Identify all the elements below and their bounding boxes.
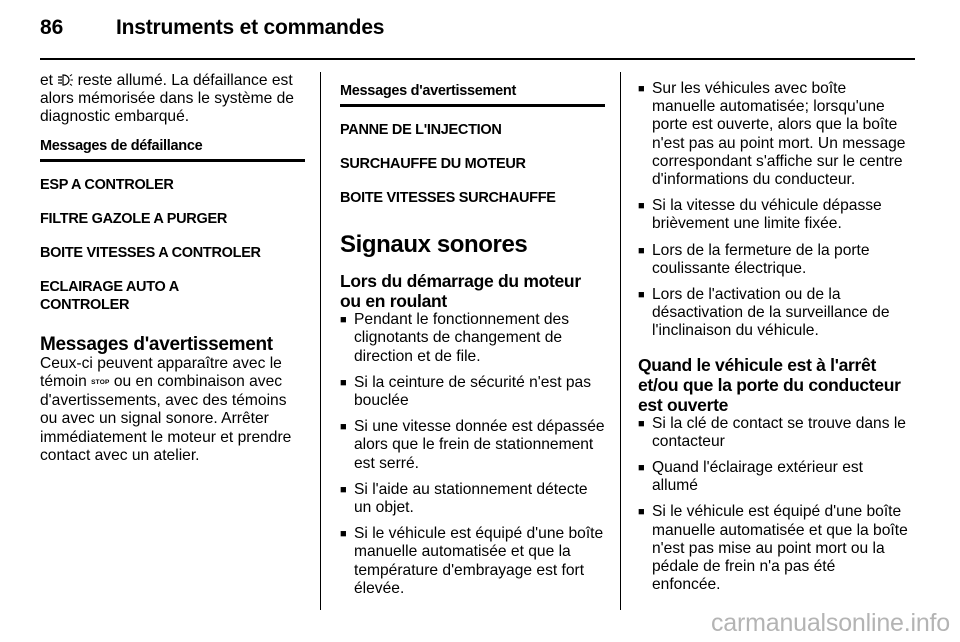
- column-right: [638, 80, 908, 602]
- warning-messages-heading: Messages d'avertissement: [340, 82, 605, 107]
- column-middle: [340, 72, 605, 606]
- fault-messages-heading: Messages de défaillance: [40, 137, 305, 162]
- sound-conditions-list: [638, 80, 908, 341]
- list-item: ■ Quand l'éclairage extérieur est allumé: [638, 459, 908, 495]
- list-item: ■ Si le véhicule est équipé d'une boîte manuelle automatisée et que la boîte n'est pas mise au point mort ou la pédale de frein n'a pas été enfoncée.: [638, 503, 908, 594]
- list-item: ■ Si la ceinture de sécurité n'est pas bouclée: [340, 374, 605, 410]
- page-header: [40, 10, 915, 60]
- warning-message: BOITE VITESSES SURCHAUFFE: [340, 190, 556, 207]
- fault-message: ECLAIRAGE AUTO A CONTROLER: [40, 278, 179, 313]
- column-divider: [620, 72, 621, 610]
- list-item: ■ Lors de l'activation ou de la désactivation de la surveillance de l'inclinaison du véhicule.: [638, 286, 908, 341]
- page-number: 86: [40, 16, 64, 39]
- list-item: ■ Si la clé de contact se trouve dans le contacteur: [638, 415, 908, 451]
- start-driving-heading: Lors du démarrage du moteur ou en roulant: [340, 271, 581, 312]
- fault-message: FILTRE GAZOLE A PURGER: [40, 210, 227, 227]
- stationary-heading: Quand le véhicule est à l'arrêt et/ou que la porte du conducteur est ouverte: [638, 354, 901, 415]
- intro-paragraph: et reste allumé. La défaillance est alors mémorisée dans le système de diagnostic embarqué.: [40, 72, 294, 126]
- list-item: ■ Pendant le fonctionnement des clignotants de changement de direction et de file.: [340, 311, 605, 366]
- warning-paragraph: Ceux-ci peuvent apparaître avec le témoin STOP ou en combinaison avec d'avertissements, avec des témoins ou avec un signal sonore. Arrêter immédiatement le moteur et prendre contact avec un atelier.: [40, 354, 292, 464]
- warning-message: SURCHAUFFE DU MOTEUR: [340, 156, 526, 173]
- column-left: [40, 72, 305, 473]
- list-item: ■ Si l'aide au stationnement détecte un objet.: [340, 481, 605, 517]
- column-divider: [320, 72, 321, 610]
- warning-messages-heading: Messages d'avertissement: [40, 333, 273, 355]
- sound-signals-heading: Signaux sonores: [340, 231, 528, 259]
- stop-icon: STOP: [91, 379, 110, 387]
- fault-message: BOITE VITESSES A CONTROLER: [40, 244, 261, 261]
- page-title: Instruments et commandes: [116, 16, 385, 39]
- headlamp-warning-icon: [57, 74, 73, 86]
- list-item: ■ Sur les véhicules avec boîte manuelle automatisée; lorsqu'une porte est ouverte, alors que la boîte n'est pas au point mort. Un message correspondant s'affiche sur le centre d'informations du conducteur.: [638, 80, 908, 189]
- start-driving-list: [340, 311, 605, 598]
- list-item: ■ Si la vitesse du véhicule dépasse brièvement une limite fixée.: [638, 197, 908, 233]
- list-item: ■ Si le véhicule est équipé d'une boîte manuelle automatisée et que la température d'embrayage est fort élevée.: [340, 525, 605, 598]
- watermark: carmanualsonline.info: [710, 609, 950, 637]
- list-item: ■ Lors de la fermeture de la porte coulissante électrique.: [638, 242, 908, 278]
- fault-message: ESP A CONTROLER: [40, 176, 174, 193]
- warning-message: PANNE DE L'INJECTION: [340, 122, 502, 139]
- stationary-list: [638, 415, 908, 595]
- list-item: ■ Si une vitesse donnée est dépassée alors que le frein de stationnement est serré.: [340, 418, 605, 473]
